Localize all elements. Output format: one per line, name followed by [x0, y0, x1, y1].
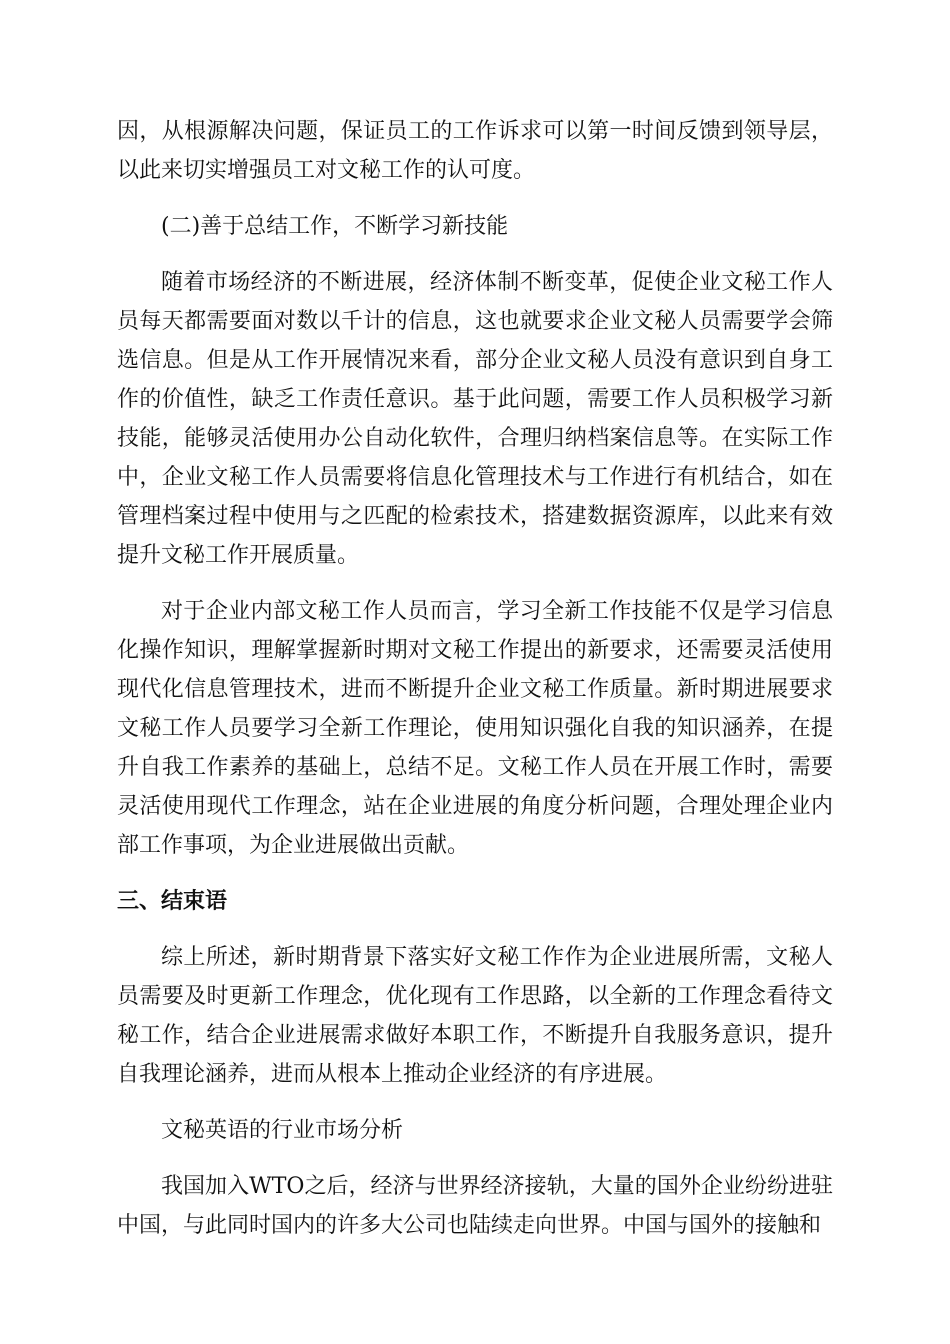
paragraph: 综上所述，新时期背景下落实好文秘工作作为企业进展所需，文秘人员需要及时更新工作理念，优化现有工作思路，以全新的工作理念看待文秘工作，结合企业进展需求做好本职工作，不断提升自我服务意识，提升自我理论涵养，进而从根本上推动企业经济的有序进展。	[117, 945, 833, 1087]
paragraph-continued: 因，从根源解决问题，保证员工的工作诉求可以第一时间反馈到领导层，以此来切实增强员工对文秘工作的认可度。	[117, 119, 833, 183]
subsection-heading: (二)善于总结工作，不断学习新技能	[161, 214, 509, 239]
document-body	[117, 112, 833, 1262]
section-heading: 三、结束语	[117, 889, 228, 914]
paragraph: 随着市场经济的不断进展，经济体制不断变革，促使企业文秘工作人员每天都需要面对数以千计的信息，这也就要求企业文秘人员需要学会筛选信息。但是从工作开展情况来看，部分企业文秘人员没有意识到自身工作的价值性，缺乏工作责任意识。基于此问题，需要工作人员积极学习新技能，能够灵活使用办公自动化软件，合理归纳档案信息等。在实际工作中，企业文秘工作人员需要将信息化管理技术与工作进行有机结合，如在管理档案过程中使用与之匹配的检索技术，搭建数据资源库，以此来有效提升文秘工作开展质量。	[117, 270, 833, 568]
paragraph: 我国加入WTO之后，经济与世界经济接轨，大量的国外企业纷纷进驻中国，与此同时国内的许多大公司也陆续走向世界。中国与国外的接触和	[117, 1174, 833, 1238]
paragraph: 对于企业内部文秘工作人员而言，学习全新工作技能不仅是学习信息化操作知识，理解掌握新时期对文秘工作提出的新要求，还需要灵活使用现代化信息管理技术，进而不断提升企业文秘工作质量。新时期进展要求文秘工作人员要学习全新工作理论，使用知识强化自我的知识涵养，在提升自我工作素养的基础上，总结不足。文秘工作人员在开展工作时，需要灵活使用现代工作理念，站在企业进展的角度分析问题，合理处理企业内部工作事项，为企业进展做出贡献。	[117, 599, 833, 858]
article-title: 文秘英语的行业市场分析	[161, 1118, 404, 1143]
